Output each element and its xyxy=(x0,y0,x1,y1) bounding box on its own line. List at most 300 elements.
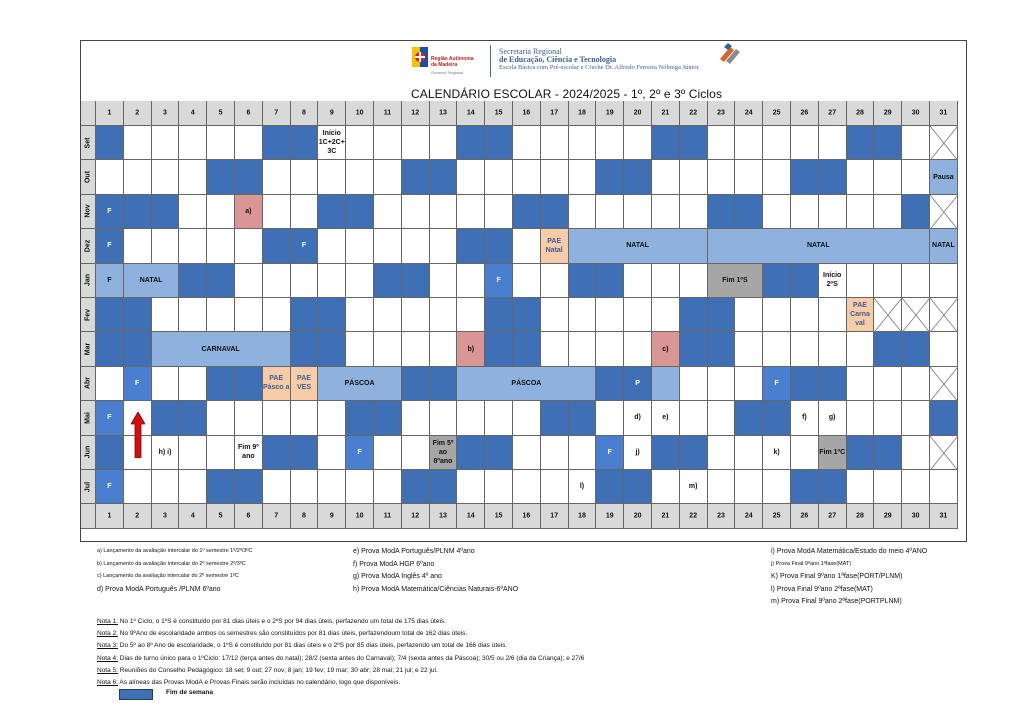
day-header: 21 xyxy=(652,101,680,126)
day-cell xyxy=(207,195,235,229)
weekend-cell xyxy=(346,401,374,435)
day-cell xyxy=(902,470,930,504)
weekend-cell xyxy=(708,332,736,366)
note-text: No 9ºAno de escolaridade ambos os semestres são constituídos por 81 dias úteis, perfazendoum total de 162 dias úteis. xyxy=(117,630,468,638)
day-cell xyxy=(291,195,319,229)
day-cell xyxy=(235,264,263,298)
weekend-cell xyxy=(263,229,291,263)
day-cell xyxy=(124,470,152,504)
day-cell xyxy=(152,126,180,160)
day-cell xyxy=(791,436,819,470)
day-footer: 13 xyxy=(430,504,458,529)
invalid-day-cell xyxy=(930,436,958,470)
secretaria-line-2: de Educação, Ciência e Tecnologia xyxy=(499,55,617,64)
madeira-logo xyxy=(411,44,491,80)
weekend-cell xyxy=(596,470,624,504)
calendar-event: PÁSCOA xyxy=(457,367,596,401)
day-cell xyxy=(624,126,652,160)
weekend-cell xyxy=(430,367,458,401)
weekend-cell xyxy=(902,195,930,229)
calendar-event: PÁSCOA xyxy=(318,367,401,401)
calendar-event: b) xyxy=(457,332,485,366)
weekend-cell xyxy=(791,470,819,504)
day-cell xyxy=(374,470,402,504)
day-header: 11 xyxy=(374,101,402,126)
legend-item: d) Prova ModA Português /PLNM 6ºano xyxy=(97,585,221,593)
day-cell xyxy=(402,195,430,229)
grid-corner xyxy=(81,504,96,529)
legend-item: c) Lançamento da avaliação intercalar do 2º semestre 1ºC xyxy=(97,573,239,579)
calendar-event: Fim 9º ano xyxy=(235,436,263,470)
day-cell xyxy=(207,436,235,470)
weekend-cell xyxy=(124,298,152,332)
calendar-event: CARNAVAL xyxy=(152,332,291,366)
day-cell xyxy=(874,401,902,435)
day-cell xyxy=(735,298,763,332)
day-cell xyxy=(624,332,652,366)
calendar-event: Início 1C+2C+ 3C xyxy=(318,126,346,160)
day-footer: 12 xyxy=(402,504,430,529)
day-cell xyxy=(708,436,736,470)
weekend-cell xyxy=(513,298,541,332)
day-footer: 30 xyxy=(902,504,930,529)
day-cell xyxy=(430,229,458,263)
calendar-event: Fim 1ºS xyxy=(708,264,764,298)
day-header: 3 xyxy=(152,101,180,126)
calendar-event: NATAL xyxy=(569,229,708,263)
calendar-event: d) xyxy=(624,401,652,435)
weekend-cell xyxy=(457,126,485,160)
calendar-event xyxy=(652,367,680,401)
invalid-day-cell xyxy=(874,298,902,332)
invalid-day-cell xyxy=(930,126,958,160)
day-cell xyxy=(735,367,763,401)
day-footer: 24 xyxy=(735,504,763,529)
day-footer: 15 xyxy=(485,504,513,529)
weekend-cell xyxy=(430,160,458,194)
weekend-cell xyxy=(207,470,235,504)
day-footer: 17 xyxy=(541,504,569,529)
day-header: 23 xyxy=(708,101,736,126)
day-header: 6 xyxy=(235,101,263,126)
calendar-event: F xyxy=(124,367,152,401)
day-cell xyxy=(763,298,791,332)
day-header: 17 xyxy=(541,101,569,126)
calendar-event: F xyxy=(596,436,624,470)
day-cell xyxy=(318,264,346,298)
day-cell xyxy=(513,470,541,504)
weekend-cell xyxy=(374,401,402,435)
note-label: Nota 1: xyxy=(97,618,118,625)
day-cell xyxy=(819,298,847,332)
calendar-event: Pausa xyxy=(930,160,958,194)
school-logo-icon xyxy=(714,41,744,67)
day-cell xyxy=(902,401,930,435)
day-header: 7 xyxy=(263,101,291,126)
note-label: Nota 2: xyxy=(97,630,118,638)
calendar-event: Fim 5º ao 8ºano xyxy=(430,436,458,470)
day-cell xyxy=(457,264,485,298)
up-arrow-icon xyxy=(131,412,145,458)
weekend-key-swatch xyxy=(119,689,153,700)
day-cell xyxy=(513,126,541,160)
weekend-cell xyxy=(374,264,402,298)
day-cell xyxy=(96,160,124,194)
calendar-event: j) xyxy=(624,436,652,470)
day-footer: 22 xyxy=(680,504,708,529)
day-cell xyxy=(791,126,819,160)
day-header: 2 xyxy=(124,101,152,126)
legend-item: m) Prova Final 9ºano 2ªfase(PORTPLNM) xyxy=(771,598,902,605)
day-footer: 6 xyxy=(235,504,263,529)
calendar-event: Fim 1ºC xyxy=(819,436,847,470)
day-header: 20 xyxy=(624,101,652,126)
day-cell xyxy=(819,126,847,160)
day-header: 10 xyxy=(346,101,374,126)
calendar-event: NATAL xyxy=(124,264,180,298)
day-cell xyxy=(847,332,875,366)
page-title: CALENDÁRIO ESCOLAR - 2024/2025 - 1º, 2º e 3º Ciclos xyxy=(411,87,723,101)
calendar-event: PAE Carna val xyxy=(847,298,875,332)
weekend-cell xyxy=(708,298,736,332)
day-footer: 8 xyxy=(291,504,319,529)
weekend-cell xyxy=(652,436,680,470)
day-cell xyxy=(235,126,263,160)
day-footer: 3 xyxy=(152,504,180,529)
day-footer: 27 xyxy=(819,504,847,529)
day-cell xyxy=(430,264,458,298)
month-label-mar: Mar xyxy=(81,332,96,366)
calendar-event: f) xyxy=(791,401,819,435)
day-cell xyxy=(874,160,902,194)
month-label-abr: Abr xyxy=(81,367,96,401)
day-cell xyxy=(541,264,569,298)
weekend-cell xyxy=(847,126,875,160)
day-cell xyxy=(735,332,763,366)
day-cell xyxy=(374,298,402,332)
day-cell xyxy=(652,470,680,504)
weekend-cell xyxy=(735,195,763,229)
day-cell xyxy=(874,470,902,504)
legend-item: l) Prova Final 9ºano 2ªfase(MAT) xyxy=(771,585,873,593)
day-cell xyxy=(652,195,680,229)
day-cell xyxy=(541,332,569,366)
weekend-cell xyxy=(819,470,847,504)
calendar-event: F xyxy=(96,195,124,229)
day-footer: 2 xyxy=(124,504,152,529)
day-cell xyxy=(263,160,291,194)
day-cell xyxy=(569,332,597,366)
weekend-cell xyxy=(96,126,124,160)
weekend-cell xyxy=(847,436,875,470)
weekend-cell xyxy=(207,367,235,401)
note xyxy=(97,642,507,649)
day-header: 24 xyxy=(735,101,763,126)
day-cell xyxy=(708,367,736,401)
day-cell xyxy=(374,195,402,229)
weekend-cell xyxy=(819,160,847,194)
weekend-cell xyxy=(207,160,235,194)
calendar-event: g) xyxy=(819,401,847,435)
day-footer: 21 xyxy=(652,504,680,529)
day-cell xyxy=(708,160,736,194)
day-cell xyxy=(763,332,791,366)
legend-item: e) Prova ModA Português/PLNM 4ºano xyxy=(353,548,475,555)
weekend-cell xyxy=(874,332,902,366)
day-cell xyxy=(541,126,569,160)
day-cell xyxy=(291,160,319,194)
day-cell xyxy=(263,298,291,332)
day-cell xyxy=(318,229,346,263)
calendar-event: P xyxy=(624,367,652,401)
note xyxy=(97,618,446,625)
weekend-cell xyxy=(485,436,513,470)
weekend-cell xyxy=(791,160,819,194)
day-footer: 23 xyxy=(708,504,736,529)
weekend-cell xyxy=(624,160,652,194)
day-header: 4 xyxy=(179,101,207,126)
day-cell xyxy=(430,126,458,160)
calendar-event: h) i) xyxy=(152,436,180,470)
day-cell xyxy=(596,126,624,160)
note-label: Nota 3: xyxy=(97,642,118,650)
weekend-cell xyxy=(569,401,597,435)
weekend-cell xyxy=(680,126,708,160)
weekend-cell xyxy=(318,298,346,332)
day-cell xyxy=(124,229,152,263)
day-cell xyxy=(902,367,930,401)
day-cell xyxy=(346,229,374,263)
day-header: 15 xyxy=(485,101,513,126)
day-cell xyxy=(791,332,819,366)
weekend-cell xyxy=(318,195,346,229)
day-cell xyxy=(930,470,958,504)
day-cell xyxy=(374,229,402,263)
day-cell xyxy=(624,264,652,298)
note xyxy=(97,679,400,686)
day-cell xyxy=(680,367,708,401)
note-label: Nota 4: xyxy=(97,654,118,662)
day-cell xyxy=(235,298,263,332)
day-cell xyxy=(680,195,708,229)
day-cell xyxy=(402,298,430,332)
calendar-event: m) xyxy=(680,470,708,504)
calendar-event: e) xyxy=(652,401,680,435)
day-footer: 26 xyxy=(791,504,819,529)
legend-item: i) Prova ModA Matemática/Estudo do meio 4ºANO xyxy=(771,548,928,555)
day-cell xyxy=(569,160,597,194)
day-cell xyxy=(513,264,541,298)
day-header: 13 xyxy=(430,101,458,126)
day-cell xyxy=(235,401,263,435)
day-cell xyxy=(318,160,346,194)
day-cell xyxy=(652,160,680,194)
weekend-cell xyxy=(179,401,207,435)
weekend-cell xyxy=(541,195,569,229)
day-cell xyxy=(902,264,930,298)
day-footer: 16 xyxy=(513,504,541,529)
weekend-cell xyxy=(318,332,346,366)
note-label: Nota 6: xyxy=(97,679,118,686)
weekend-cell xyxy=(485,229,513,263)
day-cell xyxy=(485,160,513,194)
day-cell xyxy=(485,470,513,504)
day-cell xyxy=(179,470,207,504)
weekend-cell xyxy=(263,436,291,470)
day-cell xyxy=(763,195,791,229)
weekend-cell xyxy=(346,195,374,229)
day-cell xyxy=(708,470,736,504)
weekend-cell xyxy=(485,332,513,366)
day-cell xyxy=(680,264,708,298)
weekend-cell xyxy=(652,126,680,160)
day-header: 31 xyxy=(930,101,958,126)
day-cell xyxy=(847,470,875,504)
weekend-cell xyxy=(291,126,319,160)
day-cell xyxy=(596,195,624,229)
day-footer: 18 xyxy=(569,504,597,529)
invalid-day-cell xyxy=(930,195,958,229)
month-label-jul: Jul xyxy=(81,470,96,504)
invalid-day-cell xyxy=(902,298,930,332)
day-cell xyxy=(152,470,180,504)
day-cell xyxy=(763,160,791,194)
day-cell xyxy=(902,126,930,160)
day-cell xyxy=(402,126,430,160)
day-cell xyxy=(930,264,958,298)
day-cell xyxy=(346,332,374,366)
calendar-event: F xyxy=(763,367,791,401)
day-cell xyxy=(708,126,736,160)
weekend-cell xyxy=(207,264,235,298)
calendar-event: F xyxy=(96,229,124,263)
day-cell xyxy=(902,160,930,194)
day-footer: 14 xyxy=(457,504,485,529)
day-header: 5 xyxy=(207,101,235,126)
day-cell xyxy=(152,160,180,194)
weekend-cell xyxy=(179,264,207,298)
day-cell xyxy=(318,470,346,504)
weekend-cell xyxy=(96,298,124,332)
day-cell xyxy=(179,229,207,263)
day-footer: 4 xyxy=(179,504,207,529)
weekend-cell xyxy=(791,264,819,298)
day-header: 1 xyxy=(96,101,124,126)
weekend-cell xyxy=(485,298,513,332)
weekend-cell xyxy=(680,332,708,366)
weekend-cell xyxy=(430,470,458,504)
day-cell xyxy=(541,298,569,332)
weekend-cell xyxy=(152,401,180,435)
month-label-nov: Nov xyxy=(81,195,96,229)
day-cell xyxy=(569,298,597,332)
weekend-cell xyxy=(124,332,152,366)
month-label-jun: Jun xyxy=(81,436,96,470)
day-header: 26 xyxy=(791,101,819,126)
day-cell xyxy=(902,436,930,470)
legend-item: a) Lançamento da avaliação intercalar do 1º semestre 1º/2º/3ºC xyxy=(97,548,253,554)
weekend-cell xyxy=(291,298,319,332)
weekend-cell xyxy=(513,195,541,229)
weekend-cell xyxy=(541,401,569,435)
day-cell xyxy=(569,126,597,160)
weekend-cell xyxy=(874,126,902,160)
day-cell xyxy=(374,126,402,160)
day-cell xyxy=(763,470,791,504)
secretaria-line-1: Secretaria Regional xyxy=(499,47,562,56)
day-cell xyxy=(124,160,152,194)
calendar-event: Início 2ºS xyxy=(819,264,847,298)
school-name: Escola Básica com Pré-escolar e Creche Dr. Alfredo Ferreira Nóbrega Júnior xyxy=(499,64,699,71)
day-cell xyxy=(708,401,736,435)
calendar-event: l) xyxy=(569,470,597,504)
day-cell xyxy=(430,195,458,229)
day-footer: 1 xyxy=(96,504,124,529)
calendar-event: F xyxy=(96,401,124,435)
calendar-event: F xyxy=(291,229,319,263)
calendar-event: NATAL xyxy=(930,229,958,263)
day-header: 25 xyxy=(763,101,791,126)
weekend-cell xyxy=(402,367,430,401)
day-cell xyxy=(596,332,624,366)
weekend-cell xyxy=(457,436,485,470)
day-cell xyxy=(152,229,180,263)
weekend-cell xyxy=(819,367,847,401)
weekend-cell xyxy=(457,229,485,263)
day-cell xyxy=(291,264,319,298)
day-cell xyxy=(735,126,763,160)
day-cell xyxy=(207,298,235,332)
month-label-set: Set xyxy=(81,126,96,160)
weekend-cell xyxy=(152,195,180,229)
day-footer: 29 xyxy=(874,504,902,529)
day-header: 22 xyxy=(680,101,708,126)
header-divider xyxy=(490,45,491,77)
day-cell xyxy=(569,436,597,470)
day-cell xyxy=(318,436,346,470)
weekend-cell xyxy=(235,470,263,504)
calendar-sheet xyxy=(80,40,967,542)
weekend-cell xyxy=(402,264,430,298)
day-cell xyxy=(430,332,458,366)
day-cell xyxy=(318,401,346,435)
day-header: 19 xyxy=(596,101,624,126)
day-cell xyxy=(179,160,207,194)
day-cell xyxy=(346,126,374,160)
day-cell xyxy=(346,264,374,298)
day-cell xyxy=(847,160,875,194)
weekend-cell xyxy=(291,332,319,366)
weekend-cell xyxy=(569,264,597,298)
day-cell xyxy=(430,401,458,435)
day-cell xyxy=(513,160,541,194)
day-header: 8 xyxy=(291,101,319,126)
day-cell xyxy=(263,401,291,435)
day-cell xyxy=(374,332,402,366)
day-cell xyxy=(96,367,124,401)
weekend-cell xyxy=(485,126,513,160)
legend-item: g) Prova ModA Inglês 4º ano xyxy=(353,573,442,580)
calendar-event: PAE Natal xyxy=(541,229,569,263)
note xyxy=(97,630,467,637)
note-text: Do 5º ao 8º Ano de escolaridade, o 1ºS é constituído por 81 dias úteis e o 2ºS por 85 dias úteis, perfazendo um total de 166 dias úteis. xyxy=(117,642,508,650)
day-cell xyxy=(374,160,402,194)
calendar-event: F xyxy=(96,264,124,298)
weekend-cell xyxy=(708,195,736,229)
day-cell xyxy=(402,436,430,470)
day-cell xyxy=(541,470,569,504)
weekend-cell xyxy=(680,298,708,332)
